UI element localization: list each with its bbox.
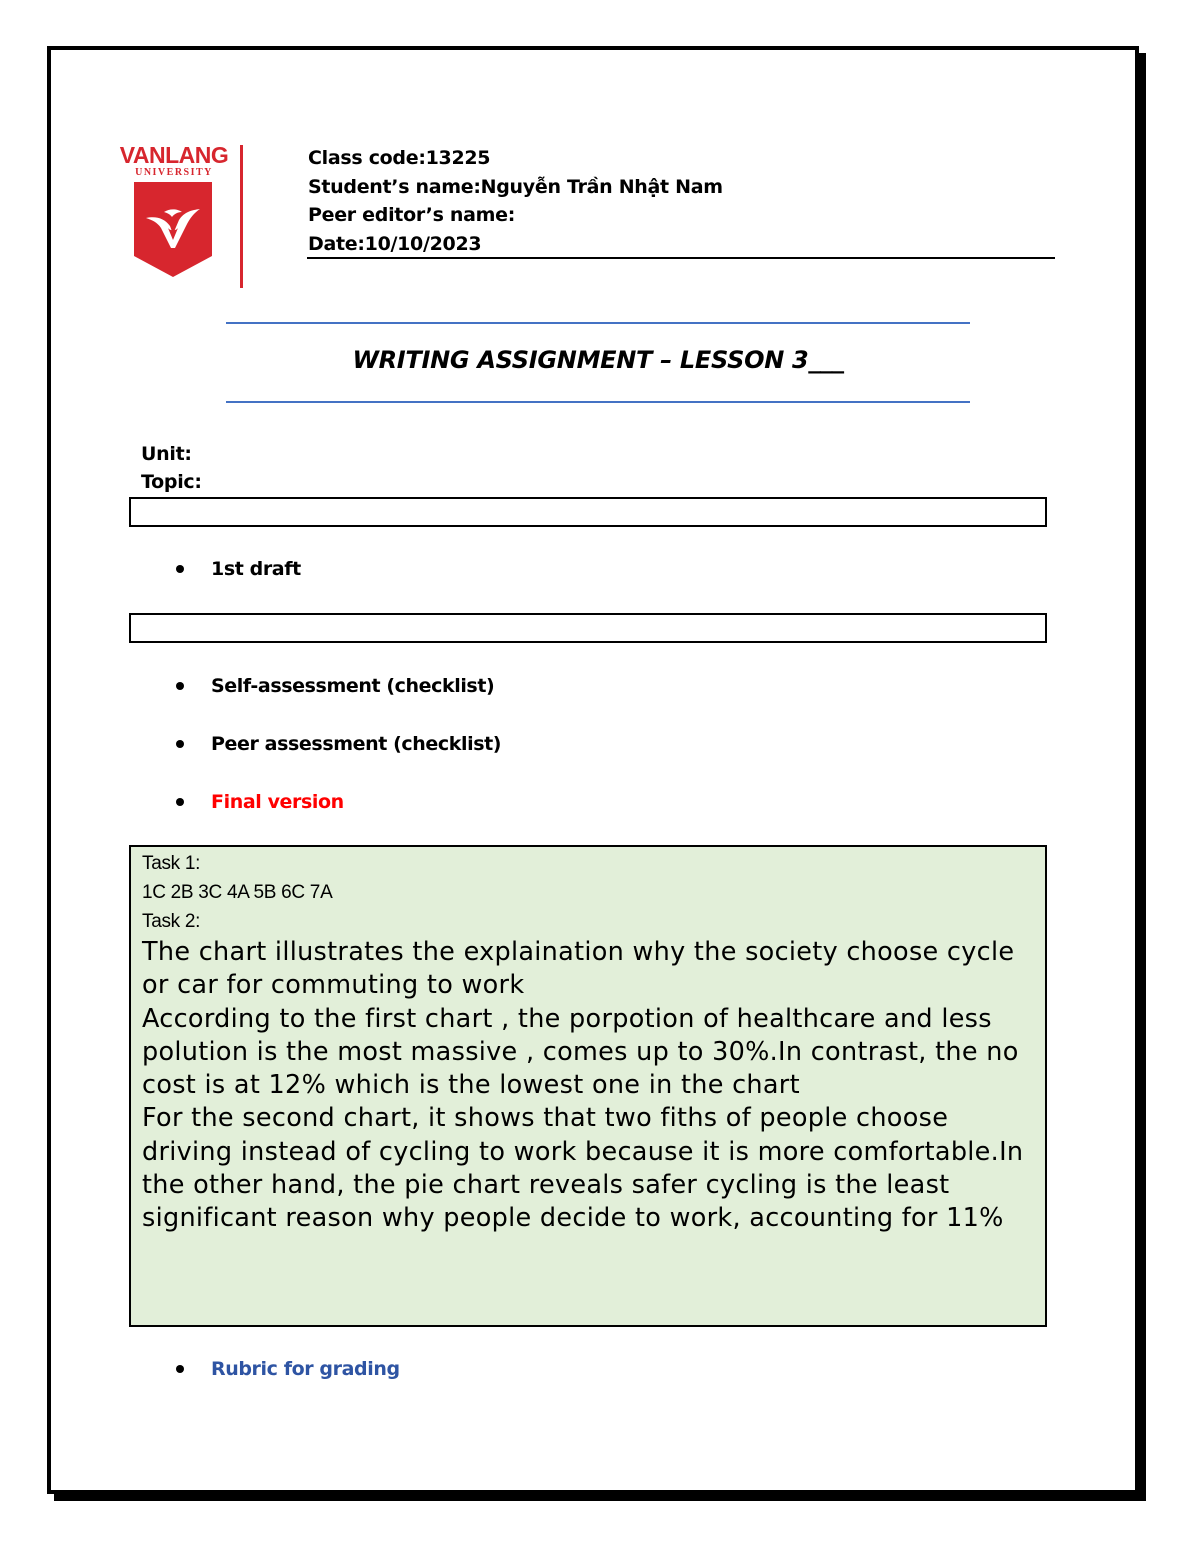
essay-paragraph: The chart illustrates the explaination why the society choose cycle or car for commuting to work <box>142 937 1015 1001</box>
rubric-label[interactable]: Rubric for grading <box>211 1358 400 1380</box>
final-version-answer-box <box>129 845 1047 1327</box>
class-code: Class code:13225 <box>308 147 491 169</box>
task2-essay <box>142 936 1035 1236</box>
title-bottom-rule <box>226 401 970 403</box>
bullet-first-draft <box>176 558 301 580</box>
unit-label: Unit: <box>141 443 192 465</box>
student-name: Student’s name:Nguyễn Trần Nhật Nam <box>308 175 723 198</box>
bullet-peer-assessment <box>176 733 501 755</box>
bullet-icon <box>176 1365 184 1373</box>
topic-label: Topic: <box>141 471 202 493</box>
logo-wordmark: VANLANG <box>119 142 229 168</box>
final-version-label: Final version <box>211 791 344 813</box>
bullet-final-version <box>176 791 344 813</box>
bullet-icon <box>176 798 184 806</box>
bullet-icon <box>176 740 184 748</box>
university-shield-icon <box>134 182 212 283</box>
essay-paragraph: According to the first chart , the porpotion of healthcare and less polution is the most massive , comes up to 30%.In contrast, the no cost is at 12% which is the lowest one in the chart <box>142 1003 1019 1101</box>
logo-subtitle: UNIVERSITY <box>135 167 213 178</box>
bullet-rubric <box>176 1358 400 1380</box>
first-draft-label: 1st draft <box>211 558 301 580</box>
bullet-icon <box>176 682 184 690</box>
first-draft-box[interactable] <box>129 613 1047 643</box>
logo-divider <box>240 145 243 288</box>
peer-assessment-label: Peer assessment (checklist) <box>211 733 502 755</box>
title-top-rule <box>226 322 970 324</box>
task2-label: Task 2: <box>142 911 201 932</box>
self-assessment-label: Self-assessment (checklist) <box>211 675 495 697</box>
header-rule <box>307 257 1055 259</box>
page-title: WRITING ASSIGNMENT – LESSON 3___ <box>352 346 844 374</box>
header-info <box>308 144 723 258</box>
topic-box[interactable] <box>129 497 1047 527</box>
bullet-self-assessment <box>176 675 494 697</box>
date: Date:10/10/2023 <box>308 232 482 255</box>
peer-editor-name: Peer editor’s name: <box>308 204 516 226</box>
bullet-icon <box>176 565 184 573</box>
essay-paragraph: For the second chart, it shows that two fiths of people choose driving instead of cycling to work because it is more comfortable.In the other hand, the pie chart reveals safer cycling is the least significant reason why people decide to work, accounting for 11% <box>142 1103 1024 1234</box>
task1-label: Task 1: <box>142 853 201 874</box>
task1-answers: 1C 2B 3C 4A 5B 6C 7A <box>142 882 333 903</box>
